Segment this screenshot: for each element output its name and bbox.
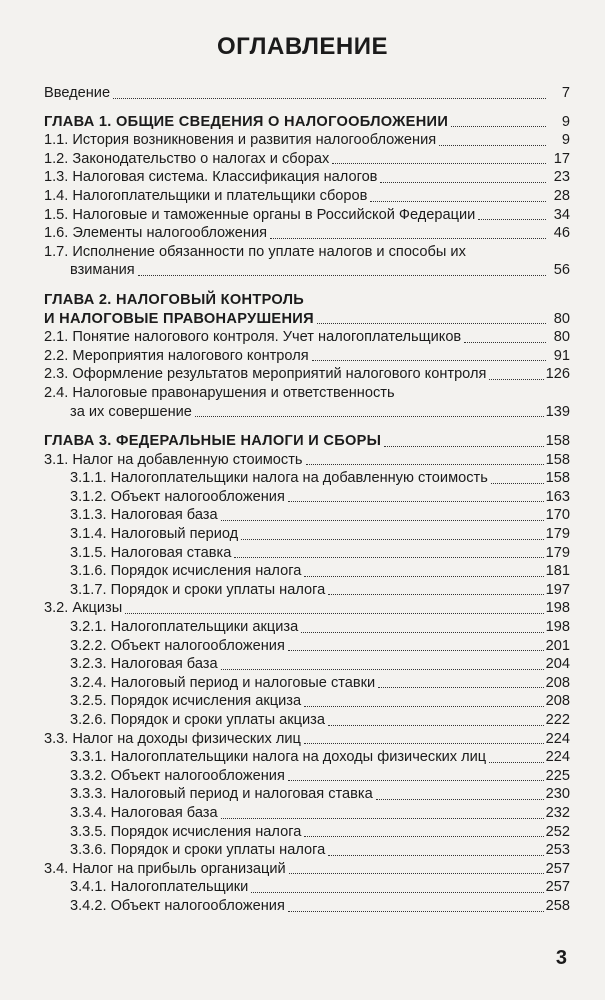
toc-entry-page: 232 xyxy=(545,804,570,821)
toc-subentry xyxy=(44,897,570,916)
toc-entry xyxy=(44,347,570,366)
toc-subentry xyxy=(44,711,570,730)
toc-entry-page: 139 xyxy=(545,403,570,420)
table-of-contents xyxy=(44,84,570,916)
page-number: 3 xyxy=(555,947,567,969)
toc-entry-title: 3.3.6. Порядок и сроки уплаты налога xyxy=(70,842,326,859)
dot-leader xyxy=(439,145,546,146)
toc-entry-page: 28 xyxy=(553,187,570,204)
toc-entry-title: 1.5. Налоговые и таможенные органы в Российской Федерации xyxy=(44,206,476,223)
toc-entry-title: 3.2.1. Налогоплательщики акциза xyxy=(70,619,299,636)
toc-entry-page: 126 xyxy=(545,366,570,383)
toc-entry-title: 1.4. Налогоплательщики и плательщики сборов xyxy=(44,187,368,204)
dot-leader xyxy=(288,911,544,912)
toc-entry-title: 3.1.5. Налоговая ставка xyxy=(70,544,232,561)
dot-leader xyxy=(221,520,544,521)
dot-leader xyxy=(478,219,546,220)
dot-leader xyxy=(328,594,543,595)
toc-entry-title: 3.3.1. Налогоплательщики налога на доходы физических лиц xyxy=(70,749,487,766)
toc-subentry xyxy=(44,804,570,823)
toc-subentry xyxy=(44,525,570,544)
toc-chapter-title-cont: И НАЛОГОВЫЕ ПРАВОНАРУШЕНИЯ xyxy=(44,310,314,327)
toc-entry-title: Введение xyxy=(44,85,111,101)
toc-entry-page: 230 xyxy=(545,786,570,803)
toc-entry-title: 3.3. Налог на доходы физических лиц xyxy=(44,730,301,747)
toc-entry-title: 3.3.4. Налоговая база xyxy=(70,804,218,821)
dot-leader xyxy=(489,379,543,380)
toc-entry-title: 1.2. Законодательство о налогах и сборах xyxy=(44,150,330,167)
toc-entry-page: 17 xyxy=(553,150,570,167)
dot-leader xyxy=(384,446,543,447)
toc-entry-title: 3.1.3. Налоговая база xyxy=(70,507,218,524)
toc-entry-page: 208 xyxy=(545,693,570,710)
toc-entry-page: 9 xyxy=(561,132,570,149)
toc-subentry xyxy=(44,674,570,693)
toc-entry-title: 2.3. Оформление результатов мероприятий налогового контроля xyxy=(44,366,487,383)
toc-entry-page: 158 xyxy=(545,451,570,468)
toc-entry-page: 208 xyxy=(545,674,570,691)
dot-leader xyxy=(221,669,544,670)
toc-entry-page: 224 xyxy=(545,749,570,766)
toc-entry-title: 3.2.3. Налоговая база xyxy=(70,656,218,673)
toc-entry-title: 3.3.3. Налоговый период и налоговая ставка xyxy=(70,786,373,803)
toc-entry-page: 170 xyxy=(545,507,570,524)
toc-entry-title: 3.2.6. Порядок и сроки уплаты акциза xyxy=(70,712,325,728)
dot-leader xyxy=(328,855,543,856)
toc-entry xyxy=(44,168,570,187)
toc-subentry xyxy=(44,581,570,600)
dot-leader xyxy=(304,706,544,707)
toc-entry-title: 3.1.1. Налогоплательщики налога на добавленную стоимость xyxy=(70,470,488,487)
toc-subentry xyxy=(44,785,570,804)
toc-subentry xyxy=(44,823,570,842)
dot-leader xyxy=(464,342,546,343)
dot-leader xyxy=(489,762,544,763)
toc-entry-page: 253 xyxy=(545,842,570,859)
toc-entry-page: 252 xyxy=(545,823,570,840)
toc-chapter-title: ГЛАВА 2. НАЛОГОВЫЙ КОНТРОЛЬ xyxy=(44,291,305,308)
dot-leader xyxy=(332,163,546,164)
toc-entry-title: 3.1.7. Порядок и сроки уплаты налога xyxy=(70,581,326,598)
toc-entry-page: 179 xyxy=(545,526,570,543)
toc-entry-page: 197 xyxy=(545,581,570,598)
toc-entry xyxy=(44,328,570,347)
toc-entry xyxy=(44,365,570,384)
toc-entry-title-cont: за их совершение xyxy=(70,403,192,420)
toc-chapter xyxy=(44,113,570,132)
toc-entry-page: 179 xyxy=(545,544,570,561)
toc-entry xyxy=(44,243,570,280)
toc-entry-page: 258 xyxy=(545,897,570,914)
toc-entry xyxy=(44,384,570,421)
dot-leader xyxy=(125,613,543,614)
toc-entry-page: 80 xyxy=(553,310,570,327)
toc-entry-page: 34 xyxy=(553,206,570,223)
toc-entry-page: 7 xyxy=(561,85,570,101)
dot-leader xyxy=(221,818,544,819)
toc-entry-title: 3.3.5. Порядок исчисления налога xyxy=(70,823,302,840)
toc-entry-page: 257 xyxy=(545,860,570,877)
dot-leader xyxy=(304,743,544,744)
dot-leader xyxy=(376,799,544,800)
toc-subentry xyxy=(44,488,570,507)
toc-entry xyxy=(44,206,570,225)
toc-entry-title: 1.7. Исполнение обязанности по уплате налогов и способы их xyxy=(44,243,466,260)
toc-entry-title: 3.2. Акцизы xyxy=(44,600,123,617)
toc-entry xyxy=(44,224,570,243)
toc-entry-page: 198 xyxy=(545,619,570,636)
dot-leader xyxy=(378,687,543,688)
toc-entry xyxy=(44,84,570,103)
toc-entry-page: 91 xyxy=(553,347,570,364)
page-title: ОГЛАВЛЕНИЕ xyxy=(216,33,389,60)
toc-entry-title: 1.1. История возникновения и развития налогообложения xyxy=(44,132,437,149)
toc-subentry xyxy=(44,655,570,674)
toc-entry-page: 224 xyxy=(545,730,570,747)
toc-entry-page: 225 xyxy=(545,767,570,784)
toc-subentry xyxy=(44,767,570,786)
dot-leader xyxy=(288,650,544,651)
toc-entry xyxy=(44,187,570,206)
toc-entry-page: 163 xyxy=(545,488,570,505)
toc-entry-title: 3.2.4. Налоговый период и налоговые ставки xyxy=(70,674,376,691)
toc-entry-title: 3.4.1. Налогоплательщики xyxy=(70,879,249,896)
dot-leader xyxy=(301,632,543,633)
toc-entry-title: 2.4. Налоговые правонарушения и ответственность xyxy=(44,384,395,401)
toc-subentry xyxy=(44,841,570,860)
toc-entry xyxy=(44,599,570,618)
toc-chapter xyxy=(44,291,570,328)
toc-entry xyxy=(44,131,570,150)
toc-entry-page: 158 xyxy=(545,433,570,450)
toc-entry-title: 3.4.2. Объект налогообложения xyxy=(70,897,285,914)
toc-entry-title: 1.6. Элементы налогообложения xyxy=(44,225,268,242)
toc-subentry xyxy=(44,878,570,897)
dot-leader xyxy=(451,126,546,127)
toc-entry-title: 2.1. Понятие налогового контроля. Учет налогоплательщиков xyxy=(44,329,462,346)
toc-subentry xyxy=(44,618,570,637)
toc-chapter-title: ГЛАВА 3. ФЕДЕРАЛЬНЫЕ НАЛОГИ И СБОРЫ xyxy=(44,433,382,450)
toc-entry-page: 80 xyxy=(553,329,570,346)
dot-leader xyxy=(241,539,543,540)
dot-leader xyxy=(306,464,544,465)
dot-leader xyxy=(328,725,544,726)
toc-entry-page: 201 xyxy=(545,637,570,654)
dot-leader xyxy=(370,201,546,202)
dot-leader xyxy=(113,98,546,99)
toc-entry-title: 3.2.5. Порядок исчисления акциза xyxy=(70,693,302,710)
toc-entry-title: 2.2. Мероприятия налогового контроля xyxy=(44,347,309,364)
dot-leader xyxy=(138,275,546,276)
toc-entry-page: 9 xyxy=(561,113,570,130)
toc-entry-page: 46 xyxy=(553,225,570,242)
toc-subentry xyxy=(44,506,570,525)
toc-entry-page: 181 xyxy=(545,563,570,580)
toc-subentry xyxy=(44,692,570,711)
toc-subentry xyxy=(44,637,570,656)
dot-leader xyxy=(288,780,544,781)
toc-entry-title: 1.3. Налоговая система. Классификация налогов xyxy=(44,169,378,186)
dot-leader xyxy=(491,483,544,484)
toc-entry xyxy=(44,860,570,879)
toc-entry-title: 3.1.6. Порядок исчисления налога xyxy=(70,563,302,580)
dot-leader xyxy=(289,873,544,874)
toc-entry-title: 3.1.2. Объект налогообложения xyxy=(70,488,285,505)
toc-subentry xyxy=(44,748,570,767)
dot-leader xyxy=(317,323,546,324)
dot-leader xyxy=(251,892,543,893)
toc-entry-page: 222 xyxy=(545,712,570,728)
toc-chapter-title: ГЛАВА 1. ОБЩИЕ СВЕДЕНИЯ О НАЛОГООБЛОЖЕНИИ xyxy=(44,113,449,130)
toc-entry-page: 204 xyxy=(545,656,570,673)
toc-entry-page: 158 xyxy=(545,470,570,487)
dot-leader xyxy=(234,557,543,558)
dot-leader xyxy=(288,501,544,502)
toc-entry-page: 257 xyxy=(545,879,570,896)
dot-leader xyxy=(270,238,546,239)
toc-subentry xyxy=(44,544,570,563)
toc-entry-title-cont: взимания xyxy=(70,262,135,279)
dot-leader xyxy=(304,836,543,837)
dot-leader xyxy=(195,416,544,417)
toc-entry-title: 3.3.2. Объект налогообложения xyxy=(70,767,285,784)
toc-entry-page: 56 xyxy=(553,262,570,279)
toc-entry-page: 23 xyxy=(553,169,570,186)
dot-leader xyxy=(304,576,543,577)
toc-entry-title: 3.4. Налог на прибыль организаций xyxy=(44,860,286,877)
toc-entry xyxy=(44,451,570,470)
toc-entry-title: 3.1. Налог на добавленную стоимость xyxy=(44,451,303,468)
toc-subentry xyxy=(44,469,570,488)
toc-entry xyxy=(44,730,570,749)
toc-subentry xyxy=(44,562,570,581)
toc-entry-title: 3.1.4. Налоговый период xyxy=(70,526,239,543)
dot-leader xyxy=(312,360,546,361)
toc-entry-title: 3.2.2. Объект налогообложения xyxy=(70,637,285,654)
toc-entry-page: 198 xyxy=(545,600,570,617)
dot-leader xyxy=(380,182,546,183)
toc-entry xyxy=(44,150,570,169)
toc-chapter xyxy=(44,432,570,451)
